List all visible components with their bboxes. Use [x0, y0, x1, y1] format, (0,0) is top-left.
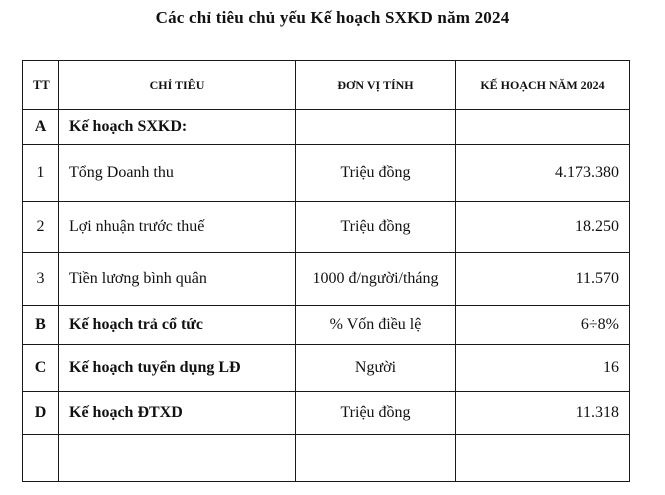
table-row	[23, 435, 630, 482]
row-indicator: Tiền lương bình quân	[59, 253, 296, 306]
row-unit: % Vốn điều lệ	[296, 306, 456, 345]
row-indicator: Tổng Doanh thu	[59, 145, 296, 202]
header-tt: TT	[23, 61, 59, 110]
plan-table	[22, 60, 630, 482]
header-unit: ĐƠN VỊ TÍNH	[296, 61, 456, 110]
row-plan: 18.250	[456, 202, 630, 253]
table-row	[23, 306, 630, 345]
row-unit: 1000 đ/người/tháng	[296, 253, 456, 306]
row-plan: 16	[456, 345, 630, 392]
row-unit	[296, 435, 456, 482]
table-row	[23, 145, 630, 202]
table-row	[23, 392, 630, 435]
row-indicator: Lợi nhuận trước thuế	[59, 202, 296, 253]
table-row	[23, 110, 630, 145]
header-indicator: CHỈ TIÊU	[59, 61, 296, 110]
row-indicator: Kế hoạch ĐTXD	[59, 392, 296, 435]
row-tt: B	[23, 306, 59, 345]
row-tt: 2	[23, 202, 59, 253]
row-tt: C	[23, 345, 59, 392]
row-unit: Triệu đồng	[296, 392, 456, 435]
row-indicator: Kế hoạch trả cổ tức	[59, 306, 296, 345]
row-tt: D	[23, 392, 59, 435]
row-indicator	[59, 435, 296, 482]
row-plan	[456, 435, 630, 482]
row-unit: Người	[296, 345, 456, 392]
header-plan: KẾ HOẠCH NĂM 2024	[456, 61, 630, 110]
table-row	[23, 345, 630, 392]
row-tt: 3	[23, 253, 59, 306]
document-title: Các chỉ tiêu chủ yếu Kế hoạch SXKD năm 2024	[155, 8, 510, 27]
row-plan	[456, 110, 630, 145]
row-unit: Triệu đồng	[296, 202, 456, 253]
row-plan: 4.173.380	[456, 145, 630, 202]
row-indicator: Kế hoạch SXKD:	[59, 110, 296, 145]
row-tt: 1	[23, 145, 59, 202]
table-row	[23, 253, 630, 306]
row-unit: Triệu đồng	[296, 145, 456, 202]
row-indicator: Kế hoạch tuyển dụng LĐ	[59, 345, 296, 392]
row-plan: 6÷8%	[456, 306, 630, 345]
row-tt	[23, 435, 59, 482]
row-plan: 11.570	[456, 253, 630, 306]
row-tt: A	[23, 110, 59, 145]
row-plan: 11.318	[456, 392, 630, 435]
table-row	[23, 202, 630, 253]
table-header-row	[23, 61, 630, 110]
row-unit	[296, 110, 456, 145]
